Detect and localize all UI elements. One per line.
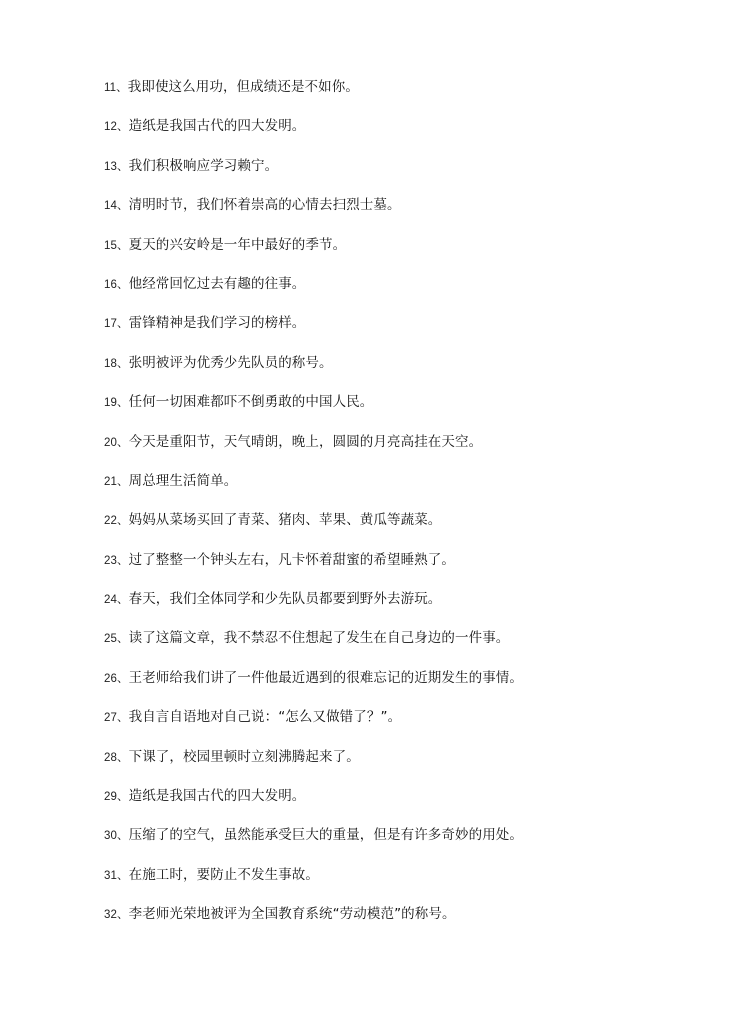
item-text: 清明时节，我们怀着崇高的心情去扫烈士墓。 [128, 197, 401, 214]
item-text: 过了整整一个钟头左右，凡卡怀着甜蜜的希望睡熟了。 [128, 551, 455, 568]
list-item [104, 117, 724, 156]
item-number: 20、 [104, 436, 129, 449]
item-text: 我即使这么用功，但成绩还是不如你。 [127, 79, 359, 95]
item-number: 21、 [104, 475, 129, 488]
item-number: 29、 [104, 791, 129, 804]
list-item [104, 314, 724, 353]
list-item [104, 905, 724, 944]
item-text: 春天，我们全体同学和少先队员都要到野外去游玩。 [128, 591, 442, 608]
list-item [104, 157, 724, 196]
item-number: 16、 [104, 278, 129, 291]
item-text: 他经常回忆过去有趣的往事。 [128, 275, 306, 292]
item-number: 19、 [104, 397, 129, 410]
item-number: 11、 [104, 82, 128, 94]
list-item [104, 866, 724, 905]
list-item [104, 236, 724, 275]
sentence-list [104, 78, 724, 945]
item-text: 压缩了的空气，虽然能承受巨大的重量，但是有许多奇妙的用处。 [128, 827, 523, 844]
item-number: 22、 [104, 515, 129, 528]
item-text: 我自言自语地对自己说：“怎么又做错了？”。 [128, 709, 402, 726]
list-item [104, 275, 724, 314]
item-text: 任何一切困难都吓不倒勇敢的中国人民。 [128, 394, 374, 411]
item-number: 31、 [104, 869, 129, 882]
item-text: 我们积极响应学习赖宁。 [128, 157, 279, 174]
item-text: 妈妈从菜场买回了青菜、猪肉、苹果、黄瓜等蔬菜。 [128, 512, 442, 529]
list-item [104, 511, 724, 550]
item-number: 30、 [104, 830, 129, 843]
item-number: 27、 [104, 712, 129, 725]
item-number: 26、 [104, 672, 129, 685]
item-number: 18、 [104, 357, 129, 370]
list-item [104, 196, 724, 235]
list-item [104, 787, 724, 826]
item-text: 夏天的兴安岭是一年中最好的季节。 [128, 236, 347, 253]
item-number: 23、 [104, 554, 129, 567]
item-text: 在施工时，要防止不发生事故。 [128, 866, 319, 883]
item-text: 读了这篇文章，我不禁忍不住想起了发生在自己身边的一件事。 [128, 630, 510, 647]
item-number: 15、 [104, 239, 129, 252]
list-item [104, 669, 724, 708]
item-number: 25、 [104, 633, 129, 646]
list-item [104, 629, 724, 668]
item-text: 张明被评为优秀少先队员的称号。 [128, 354, 333, 371]
item-text: 王老师给我们讲了一件他最近遇到的很难忘记的近期发生的事情。 [128, 669, 523, 686]
list-item [104, 354, 724, 393]
list-item [104, 551, 724, 590]
list-item [104, 590, 724, 629]
item-text: 李老师光荣地被评为全国教育系统“劳动模范”的称号。 [128, 906, 456, 923]
item-text: 雷锋精神是我们学习的榜样。 [128, 315, 306, 332]
list-item [104, 748, 724, 787]
item-number: 28、 [104, 751, 129, 764]
item-number: 24、 [104, 594, 129, 607]
item-number: 17、 [104, 318, 129, 331]
list-item [104, 393, 724, 432]
list-item [104, 826, 724, 865]
list-item [104, 708, 724, 747]
item-text: 造纸是我国古代的四大发明。 [128, 118, 306, 135]
item-text: 今天是重阳节，天气晴朗，晚上，圆圆的月亮高挂在天空。 [128, 433, 483, 450]
item-number: 12、 [104, 121, 129, 134]
item-text: 造纸是我国古代的四大发明。 [128, 788, 306, 805]
item-text: 下课了，校园里顿时立刻沸腾起来了。 [128, 748, 360, 765]
list-item [104, 433, 724, 472]
list-item [104, 78, 724, 117]
item-number: 13、 [104, 160, 129, 173]
list-item [104, 472, 724, 511]
item-number: 32、 [104, 909, 129, 922]
item-text: 周总理生活简单。 [128, 472, 238, 489]
item-number: 14、 [104, 200, 129, 213]
